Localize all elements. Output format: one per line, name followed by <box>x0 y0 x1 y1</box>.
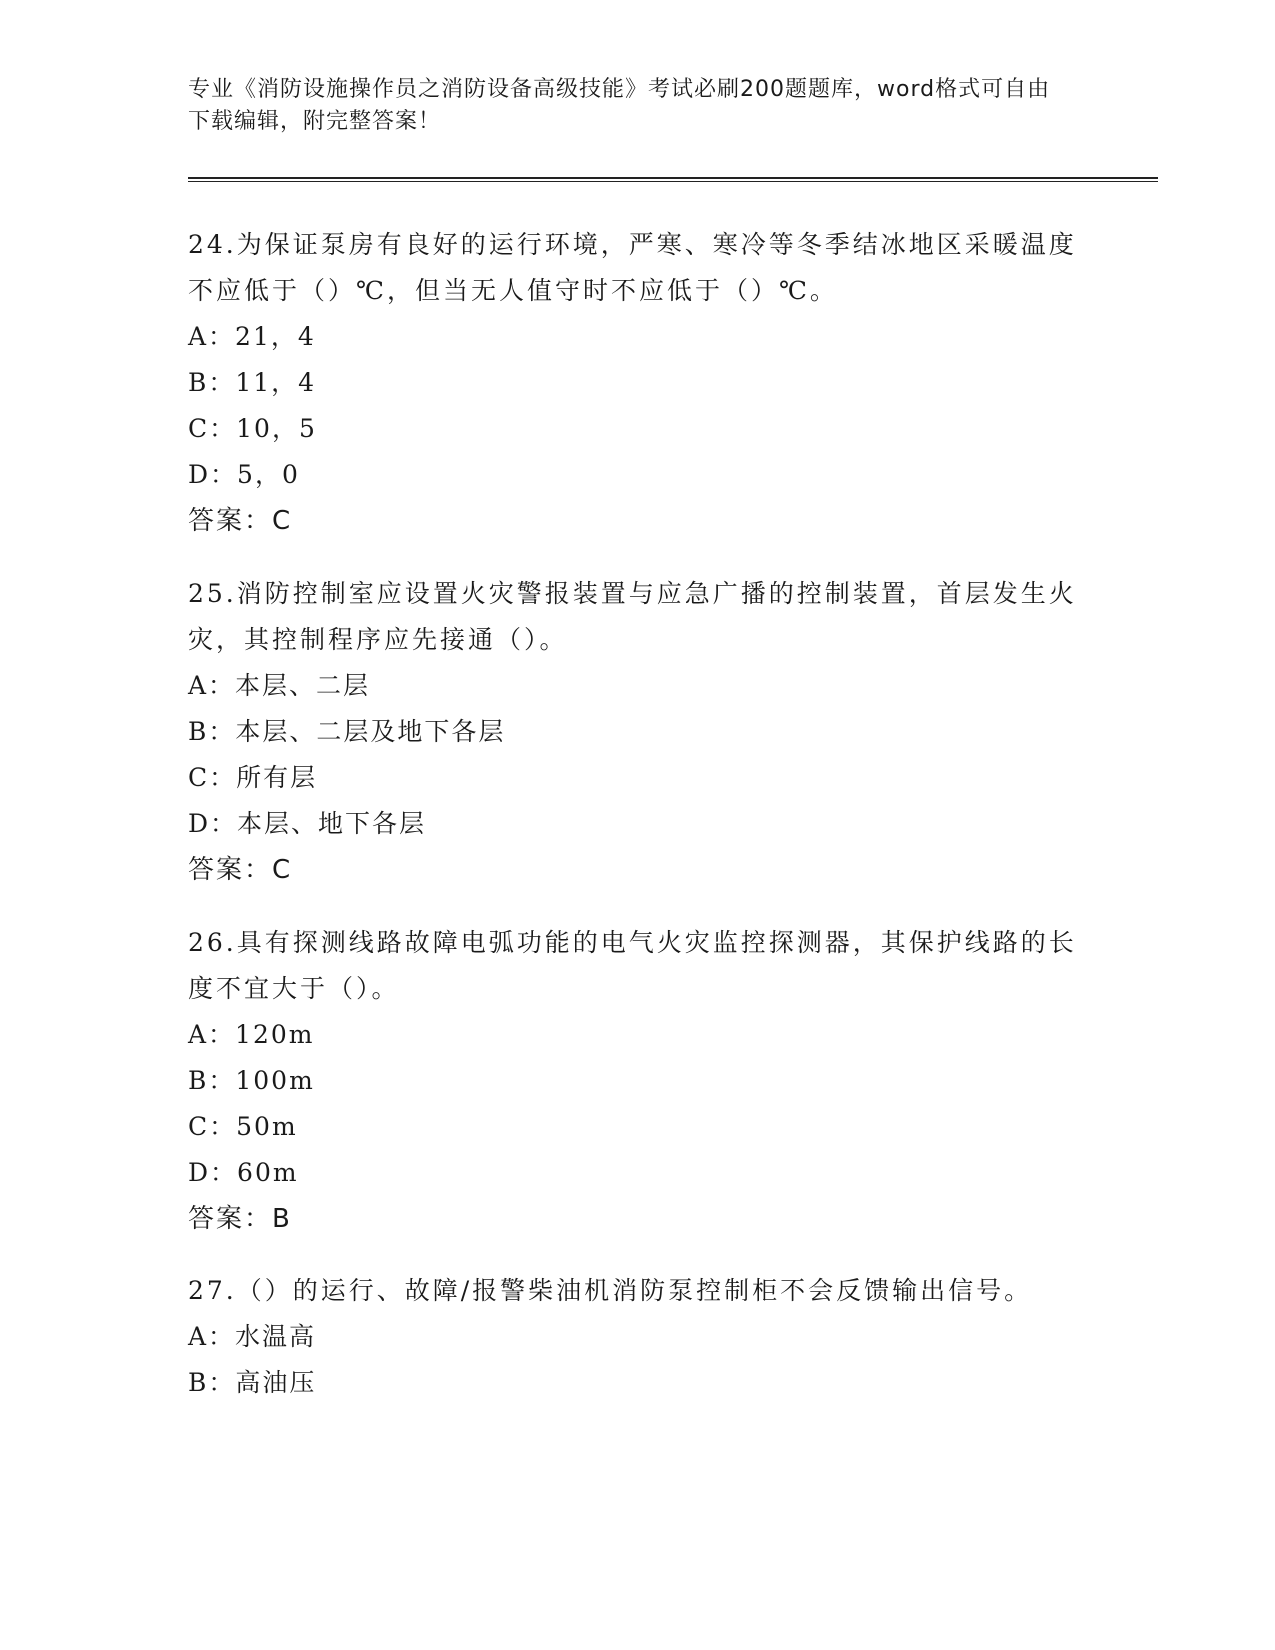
answer-line: 答案：B <box>188 1204 292 1234</box>
option-a: A：本层、二层 <box>188 671 371 700</box>
option-c: C：所有层 <box>188 763 318 792</box>
option-b: B：高油压 <box>188 1368 317 1397</box>
question-25 <box>188 571 1088 893</box>
header-divider <box>188 177 1158 182</box>
option-a: A：120m <box>188 1020 315 1049</box>
question-26 <box>188 920 1088 1242</box>
document-header: 专业《消防设施操作员之消防设备高级技能》考试必刷200题题库，word格式可自由下载编辑，附完整答案！ <box>188 77 1051 134</box>
option-b: B：11，4 <box>188 368 317 397</box>
option-b: B：100m <box>188 1066 315 1095</box>
option-c: C：50m <box>188 1112 298 1141</box>
question-text: 25.消防控制室应设置火灾警报装置与应急广播的控制装置，首层发生火灾，其控制程序应先接通（）。 <box>188 579 1077 654</box>
option-a: A：21，4 <box>188 322 316 351</box>
option-a: A：水温高 <box>188 1322 317 1351</box>
option-d: D：5，0 <box>188 460 300 489</box>
question-text: 26.具有探测线路故障电弧功能的电气火灾监控探测器，其保护线路的长度不宜大于（）。 <box>188 928 1077 1003</box>
question-text: 27.（）的运行、故障/报警柴油机消防泵控制柜不会反馈输出信号。 <box>188 1276 1033 1305</box>
option-d: D：60m <box>188 1158 299 1187</box>
question-text: 24.为保证泵房有良好的运行环境，严寒、寒冷等冬季结冰地区采暖温度不应低于（）℃，但当无人值守时不应低于（）℃。 <box>188 230 1077 305</box>
option-c: C：10，5 <box>188 414 317 443</box>
answer-line: 答案：C <box>188 855 293 885</box>
option-b: B：本层、二层及地下各层 <box>188 717 506 746</box>
question-24 <box>188 222 1088 544</box>
option-d: D：本层、地下各层 <box>188 809 427 838</box>
question-27 <box>188 1268 1088 1406</box>
answer-line: 答案：C <box>188 506 293 536</box>
